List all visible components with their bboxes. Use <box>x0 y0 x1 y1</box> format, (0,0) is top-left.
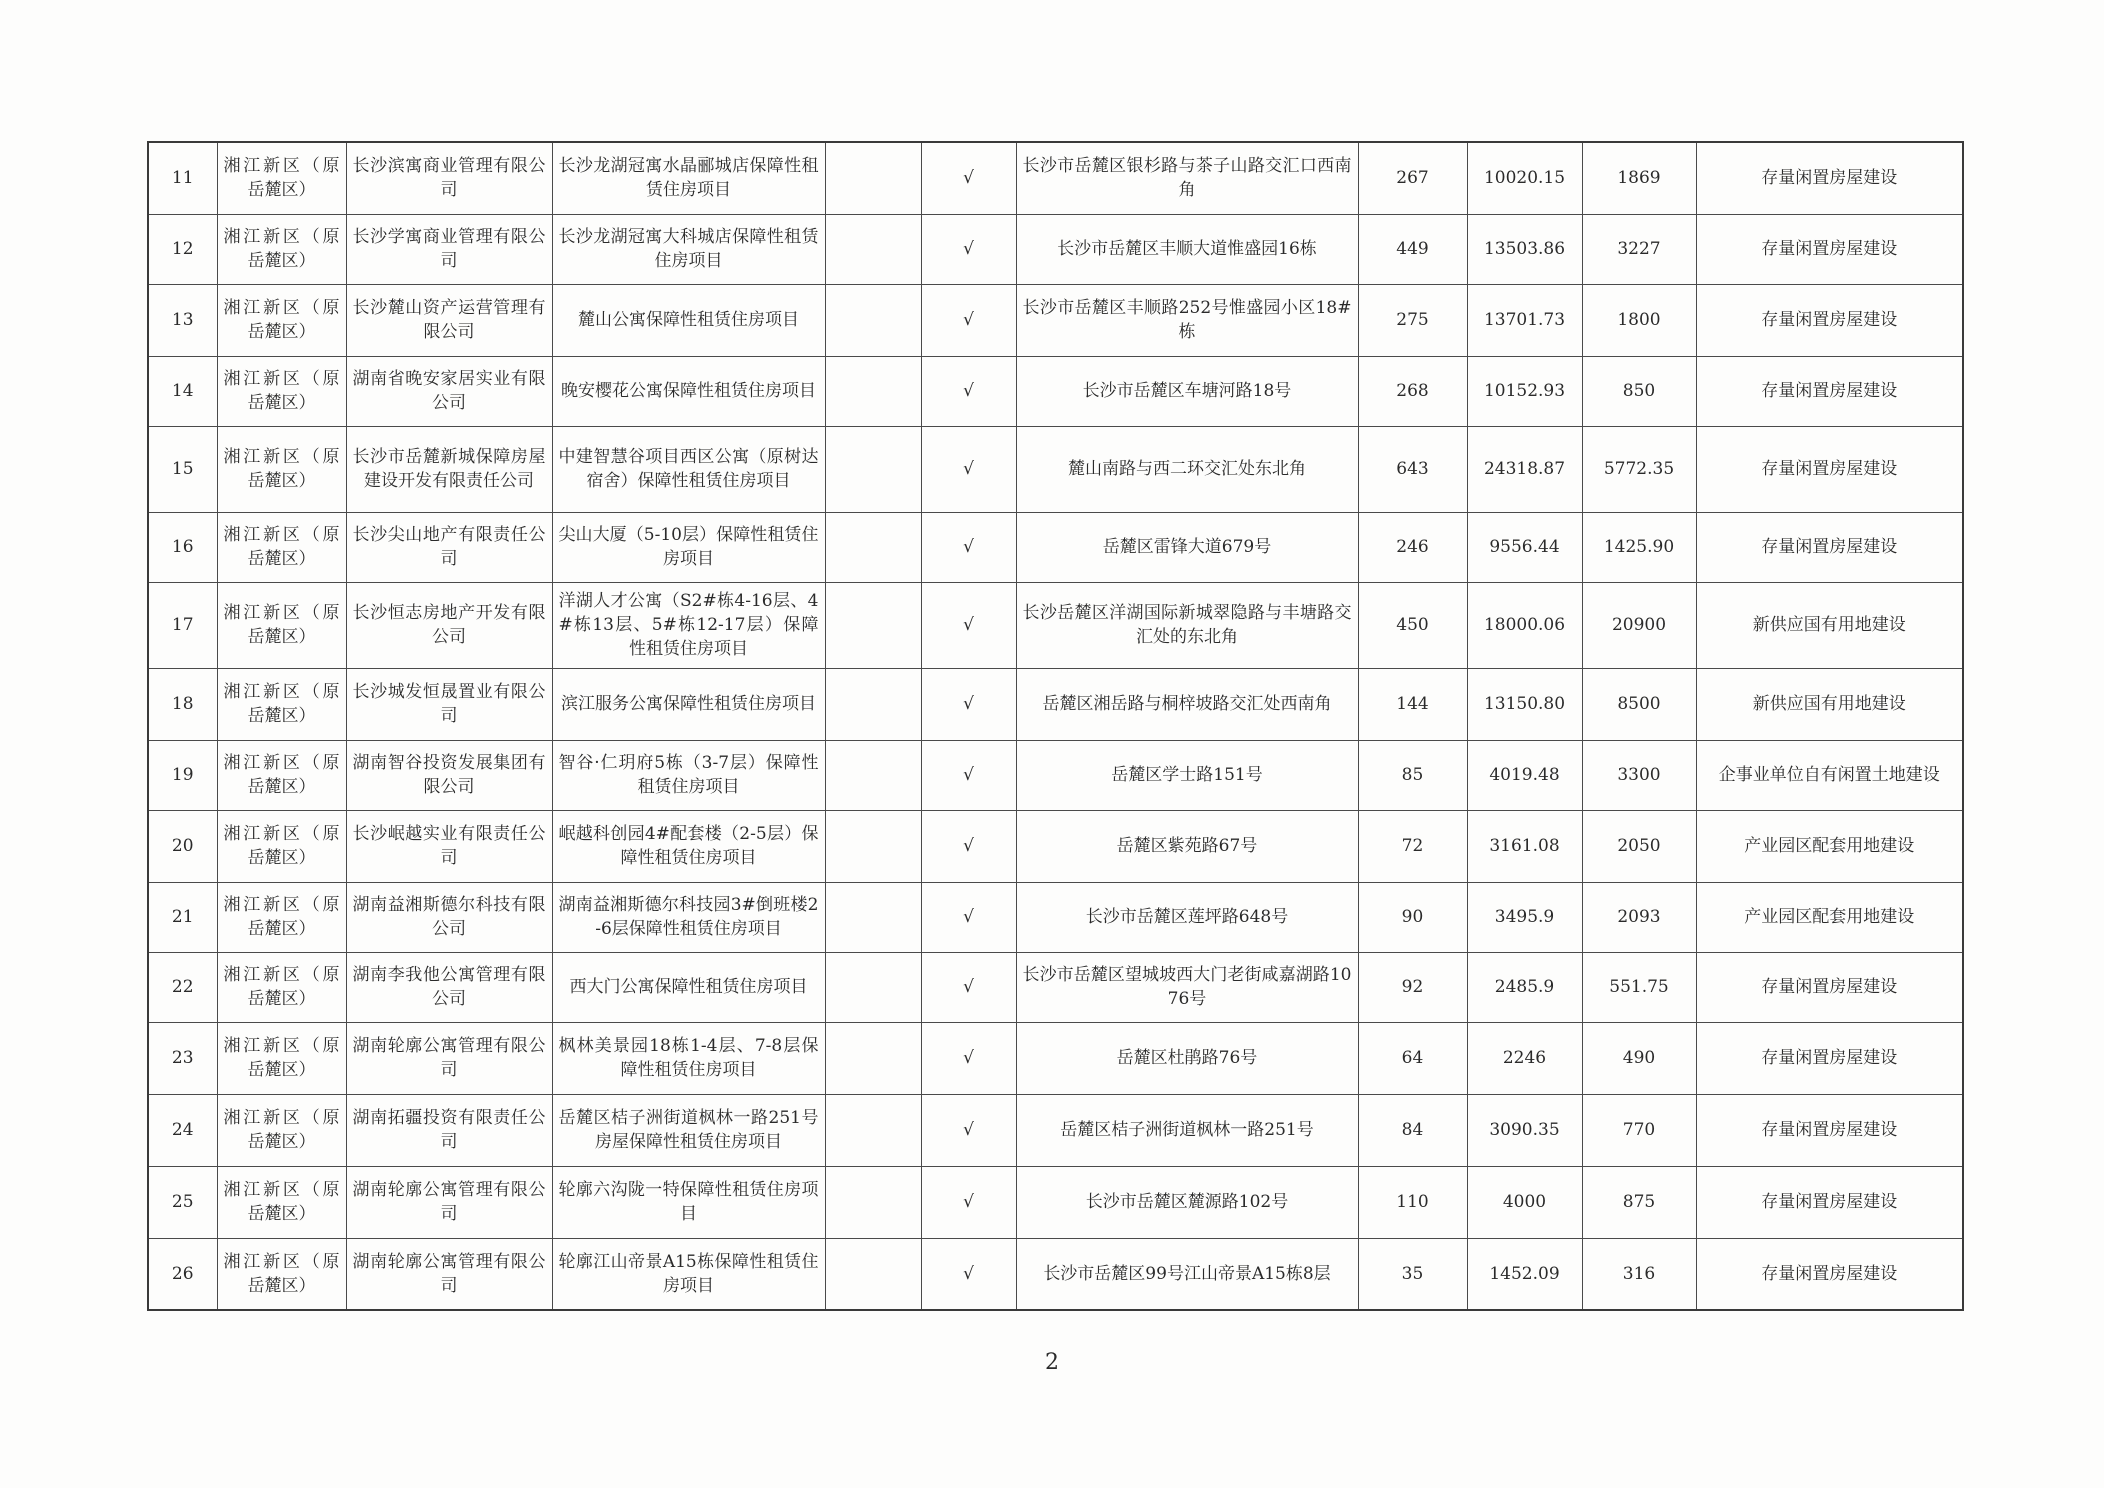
company-cell: 长沙岷越实业有限责任公司 <box>346 810 552 882</box>
project-name-cell: 枫林美景园18栋1-4层、7-8层保障性租赁住房项目 <box>552 1022 825 1094</box>
units-cell: 643 <box>1358 426 1467 512</box>
empty-cell <box>825 142 921 214</box>
empty-cell <box>825 284 921 356</box>
company-cell: 长沙学寓商业管理有限公司 <box>346 214 552 284</box>
address-cell: 岳麓区雷锋大道679号 <box>1016 512 1358 582</box>
table-row <box>148 1094 1963 1166</box>
construction-type-cell: 产业园区配套用地建设 <box>1696 882 1963 952</box>
checkmark-cell: √ <box>921 1166 1016 1238</box>
checkmark-cell: √ <box>921 284 1016 356</box>
construction-type-cell: 存量闲置房屋建设 <box>1696 1166 1963 1238</box>
area-cell: 24318.87 <box>1467 426 1582 512</box>
company-cell: 长沙尖山地产有限责任公司 <box>346 512 552 582</box>
units-cell: 92 <box>1358 952 1467 1022</box>
area-cell: 13150.80 <box>1467 668 1582 740</box>
district-cell: 湘江新区（原岳麓区） <box>217 1022 346 1094</box>
value-cell: 5772.35 <box>1582 426 1696 512</box>
area-cell: 4019.48 <box>1467 740 1582 810</box>
table-row <box>148 426 1963 512</box>
units-cell: 449 <box>1358 214 1467 284</box>
units-cell: 90 <box>1358 882 1467 952</box>
address-cell: 长沙市岳麓区银杉路与茶子山路交汇口西南角 <box>1016 142 1358 214</box>
district-cell: 湘江新区（原岳麓区） <box>217 582 346 668</box>
table-row <box>148 1022 1963 1094</box>
checkmark-cell: √ <box>921 1022 1016 1094</box>
row-number: 26 <box>148 1238 217 1310</box>
district-cell: 湘江新区（原岳麓区） <box>217 214 346 284</box>
checkmark-cell: √ <box>921 668 1016 740</box>
empty-cell <box>825 810 921 882</box>
units-cell: 268 <box>1358 356 1467 426</box>
units-cell: 72 <box>1358 810 1467 882</box>
district-cell: 湘江新区（原岳麓区） <box>217 740 346 810</box>
value-cell: 770 <box>1582 1094 1696 1166</box>
construction-type-cell: 企事业单位自有闲置土地建设 <box>1696 740 1963 810</box>
address-cell: 岳麓区湘岳路与桐梓坡路交汇处西南角 <box>1016 668 1358 740</box>
empty-cell <box>825 512 921 582</box>
value-cell: 1800 <box>1582 284 1696 356</box>
area-cell: 1452.09 <box>1467 1238 1582 1310</box>
row-number: 12 <box>148 214 217 284</box>
company-cell: 长沙城发恒晟置业有限公司 <box>346 668 552 740</box>
value-cell: 3227 <box>1582 214 1696 284</box>
district-cell: 湘江新区（原岳麓区） <box>217 668 346 740</box>
construction-type-cell: 存量闲置房屋建设 <box>1696 356 1963 426</box>
company-cell: 湖南轮廓公寓管理有限公司 <box>346 1166 552 1238</box>
table-row <box>148 952 1963 1022</box>
units-cell: 35 <box>1358 1238 1467 1310</box>
units-cell: 85 <box>1358 740 1467 810</box>
row-number: 16 <box>148 512 217 582</box>
row-number: 25 <box>148 1166 217 1238</box>
area-cell: 2485.9 <box>1467 952 1582 1022</box>
value-cell: 2050 <box>1582 810 1696 882</box>
checkmark-cell: √ <box>921 810 1016 882</box>
construction-type-cell: 存量闲置房屋建设 <box>1696 284 1963 356</box>
district-cell: 湘江新区（原岳麓区） <box>217 1238 346 1310</box>
units-cell: 275 <box>1358 284 1467 356</box>
project-name-cell: 长沙龙湖冠寓水晶郦城店保障性租赁住房项目 <box>552 142 825 214</box>
empty-cell <box>825 740 921 810</box>
construction-type-cell: 新供应国有用地建设 <box>1696 668 1963 740</box>
row-number: 15 <box>148 426 217 512</box>
table-row <box>148 810 1963 882</box>
empty-cell <box>825 668 921 740</box>
empty-cell <box>825 1166 921 1238</box>
company-cell: 湖南轮廓公寓管理有限公司 <box>346 1022 552 1094</box>
area-cell: 4000 <box>1467 1166 1582 1238</box>
address-cell: 长沙市岳麓区99号江山帝景A15栋8层 <box>1016 1238 1358 1310</box>
checkmark-cell: √ <box>921 214 1016 284</box>
checkmark-cell: √ <box>921 1094 1016 1166</box>
table-row <box>148 214 1963 284</box>
checkmark-cell: √ <box>921 512 1016 582</box>
area-cell: 10020.15 <box>1467 142 1582 214</box>
project-name-cell: 长沙龙湖冠寓大科城店保障性租赁住房项目 <box>552 214 825 284</box>
project-name-cell: 岷越科创园4#配套楼（2-5层）保障性租赁住房项目 <box>552 810 825 882</box>
district-cell: 湘江新区（原岳麓区） <box>217 882 346 952</box>
district-cell: 湘江新区（原岳麓区） <box>217 1166 346 1238</box>
address-cell: 岳麓区桔子洲街道枫林一路251号 <box>1016 1094 1358 1166</box>
address-cell: 长沙市岳麓区丰顺路252号惟盛园小区18#栋 <box>1016 284 1358 356</box>
value-cell: 490 <box>1582 1022 1696 1094</box>
company-cell: 湖南拓疆投资有限责任公司 <box>346 1094 552 1166</box>
units-cell: 84 <box>1358 1094 1467 1166</box>
units-cell: 246 <box>1358 512 1467 582</box>
row-number: 21 <box>148 882 217 952</box>
construction-type-cell: 存量闲置房屋建设 <box>1696 952 1963 1022</box>
row-number: 13 <box>148 284 217 356</box>
empty-cell <box>825 1238 921 1310</box>
address-cell: 长沙市岳麓区莲坪路648号 <box>1016 882 1358 952</box>
company-cell: 长沙麓山资产运营管理有限公司 <box>346 284 552 356</box>
company-cell: 湖南省晚安家居实业有限公司 <box>346 356 552 426</box>
district-cell: 湘江新区（原岳麓区） <box>217 512 346 582</box>
row-number: 22 <box>148 952 217 1022</box>
district-cell: 湘江新区（原岳麓区） <box>217 426 346 512</box>
value-cell: 875 <box>1582 1166 1696 1238</box>
area-cell: 18000.06 <box>1467 582 1582 668</box>
address-cell: 长沙市岳麓区丰顺大道惟盛园16栋 <box>1016 214 1358 284</box>
units-cell: 64 <box>1358 1022 1467 1094</box>
empty-cell <box>825 582 921 668</box>
checkmark-cell: √ <box>921 952 1016 1022</box>
checkmark-cell: √ <box>921 582 1016 668</box>
address-cell: 岳麓区学士路151号 <box>1016 740 1358 810</box>
empty-cell <box>825 426 921 512</box>
project-name-cell: 滨江服务公寓保障性租赁住房项目 <box>552 668 825 740</box>
district-cell: 湘江新区（原岳麓区） <box>217 810 346 882</box>
district-cell: 湘江新区（原岳麓区） <box>217 356 346 426</box>
table-body <box>148 142 1963 1310</box>
construction-type-cell: 产业园区配套用地建设 <box>1696 810 1963 882</box>
table-row <box>148 582 1963 668</box>
project-name-cell: 轮廓江山帝景A15栋保障性租赁住房项目 <box>552 1238 825 1310</box>
project-name-cell: 晚安樱花公寓保障性租赁住房项目 <box>552 356 825 426</box>
area-cell: 13701.73 <box>1467 284 1582 356</box>
address-cell: 长沙市岳麓区望城坡西大门老街咸嘉湖路1076号 <box>1016 952 1358 1022</box>
project-name-cell: 洋湖人才公寓（S2#栋4-16层、4#栋13层、5#栋12-17层）保障性租赁住房项目 <box>552 582 825 668</box>
company-cell: 湖南智谷投资发展集团有限公司 <box>346 740 552 810</box>
value-cell: 316 <box>1582 1238 1696 1310</box>
district-cell: 湘江新区（原岳麓区） <box>217 1094 346 1166</box>
checkmark-cell: √ <box>921 740 1016 810</box>
construction-type-cell: 存量闲置房屋建设 <box>1696 1238 1963 1310</box>
company-cell: 长沙滨寓商业管理有限公司 <box>346 142 552 214</box>
table-row <box>148 1166 1963 1238</box>
address-cell: 长沙岳麓区洋湖国际新城翠隐路与丰塘路交汇处的东北角 <box>1016 582 1358 668</box>
area-cell: 13503.86 <box>1467 214 1582 284</box>
area-cell: 3495.9 <box>1467 882 1582 952</box>
page-number: 2 <box>1045 1350 1059 1375</box>
construction-type-cell: 存量闲置房屋建设 <box>1696 214 1963 284</box>
housing-project-table <box>147 141 1964 1311</box>
project-name-cell: 麓山公寓保障性租赁住房项目 <box>552 284 825 356</box>
checkmark-cell: √ <box>921 426 1016 512</box>
empty-cell <box>825 1022 921 1094</box>
table-row <box>148 882 1963 952</box>
units-cell: 450 <box>1358 582 1467 668</box>
value-cell: 850 <box>1582 356 1696 426</box>
district-cell: 湘江新区（原岳麓区） <box>217 284 346 356</box>
value-cell: 551.75 <box>1582 952 1696 1022</box>
area-cell: 3090.35 <box>1467 1094 1582 1166</box>
company-cell: 湖南益湘斯德尔科技有限公司 <box>346 882 552 952</box>
construction-type-cell: 存量闲置房屋建设 <box>1696 512 1963 582</box>
area-cell: 9556.44 <box>1467 512 1582 582</box>
value-cell: 20900 <box>1582 582 1696 668</box>
area-cell: 2246 <box>1467 1022 1582 1094</box>
checkmark-cell: √ <box>921 882 1016 952</box>
empty-cell <box>825 952 921 1022</box>
empty-cell <box>825 1094 921 1166</box>
value-cell: 2093 <box>1582 882 1696 952</box>
table-row <box>148 284 1963 356</box>
area-cell: 10152.93 <box>1467 356 1582 426</box>
units-cell: 267 <box>1358 142 1467 214</box>
company-cell: 湖南李我他公寓管理有限公司 <box>346 952 552 1022</box>
value-cell: 8500 <box>1582 668 1696 740</box>
company-cell: 长沙市岳麓新城保障房屋建设开发有限责任公司 <box>346 426 552 512</box>
address-cell: 麓山南路与西二环交汇处东北角 <box>1016 426 1358 512</box>
value-cell: 1425.90 <box>1582 512 1696 582</box>
construction-type-cell: 存量闲置房屋建设 <box>1696 426 1963 512</box>
row-number: 11 <box>148 142 217 214</box>
project-name-cell: 轮廓六沟陇一特保障性租赁住房项目 <box>552 1166 825 1238</box>
checkmark-cell: √ <box>921 356 1016 426</box>
address-cell: 长沙市岳麓区车塘河路18号 <box>1016 356 1358 426</box>
project-name-cell: 岳麓区桔子洲街道枫林一路251号房屋保障性租赁住房项目 <box>552 1094 825 1166</box>
value-cell: 3300 <box>1582 740 1696 810</box>
district-cell: 湘江新区（原岳麓区） <box>217 952 346 1022</box>
project-name-cell: 西大门公寓保障性租赁住房项目 <box>552 952 825 1022</box>
empty-cell <box>825 214 921 284</box>
table-row <box>148 668 1963 740</box>
table-row <box>148 142 1963 214</box>
table-row <box>148 356 1963 426</box>
table-row <box>148 512 1963 582</box>
table-row <box>148 740 1963 810</box>
units-cell: 110 <box>1358 1166 1467 1238</box>
project-name-cell: 尖山大厦（5-10层）保障性租赁住房项目 <box>552 512 825 582</box>
construction-type-cell: 存量闲置房屋建设 <box>1696 1094 1963 1166</box>
project-name-cell: 中建智慧谷项目西区公寓（原树达宿舍）保障性租赁住房项目 <box>552 426 825 512</box>
row-number: 23 <box>148 1022 217 1094</box>
row-number: 24 <box>148 1094 217 1166</box>
row-number: 19 <box>148 740 217 810</box>
value-cell: 1869 <box>1582 142 1696 214</box>
construction-type-cell: 存量闲置房屋建设 <box>1696 142 1963 214</box>
project-name-cell: 湖南益湘斯德尔科技园3#倒班楼2-6层保障性租赁住房项目 <box>552 882 825 952</box>
empty-cell <box>825 356 921 426</box>
table-row <box>148 1238 1963 1310</box>
address-cell: 岳麓区紫苑路67号 <box>1016 810 1358 882</box>
company-cell: 长沙恒志房地产开发有限公司 <box>346 582 552 668</box>
checkmark-cell: √ <box>921 1238 1016 1310</box>
area-cell: 3161.08 <box>1467 810 1582 882</box>
empty-cell <box>825 882 921 952</box>
row-number: 17 <box>148 582 217 668</box>
construction-type-cell: 存量闲置房屋建设 <box>1696 1022 1963 1094</box>
project-name-cell: 智谷·仁玥府5栋（3-7层）保障性租赁住房项目 <box>552 740 825 810</box>
district-cell: 湘江新区（原岳麓区） <box>217 142 346 214</box>
construction-type-cell: 新供应国有用地建设 <box>1696 582 1963 668</box>
row-number: 20 <box>148 810 217 882</box>
company-cell: 湖南轮廓公寓管理有限公司 <box>346 1238 552 1310</box>
row-number: 14 <box>148 356 217 426</box>
address-cell: 岳麓区杜鹃路76号 <box>1016 1022 1358 1094</box>
checkmark-cell: √ <box>921 142 1016 214</box>
row-number: 18 <box>148 668 217 740</box>
units-cell: 144 <box>1358 668 1467 740</box>
address-cell: 长沙市岳麓区麓源路102号 <box>1016 1166 1358 1238</box>
